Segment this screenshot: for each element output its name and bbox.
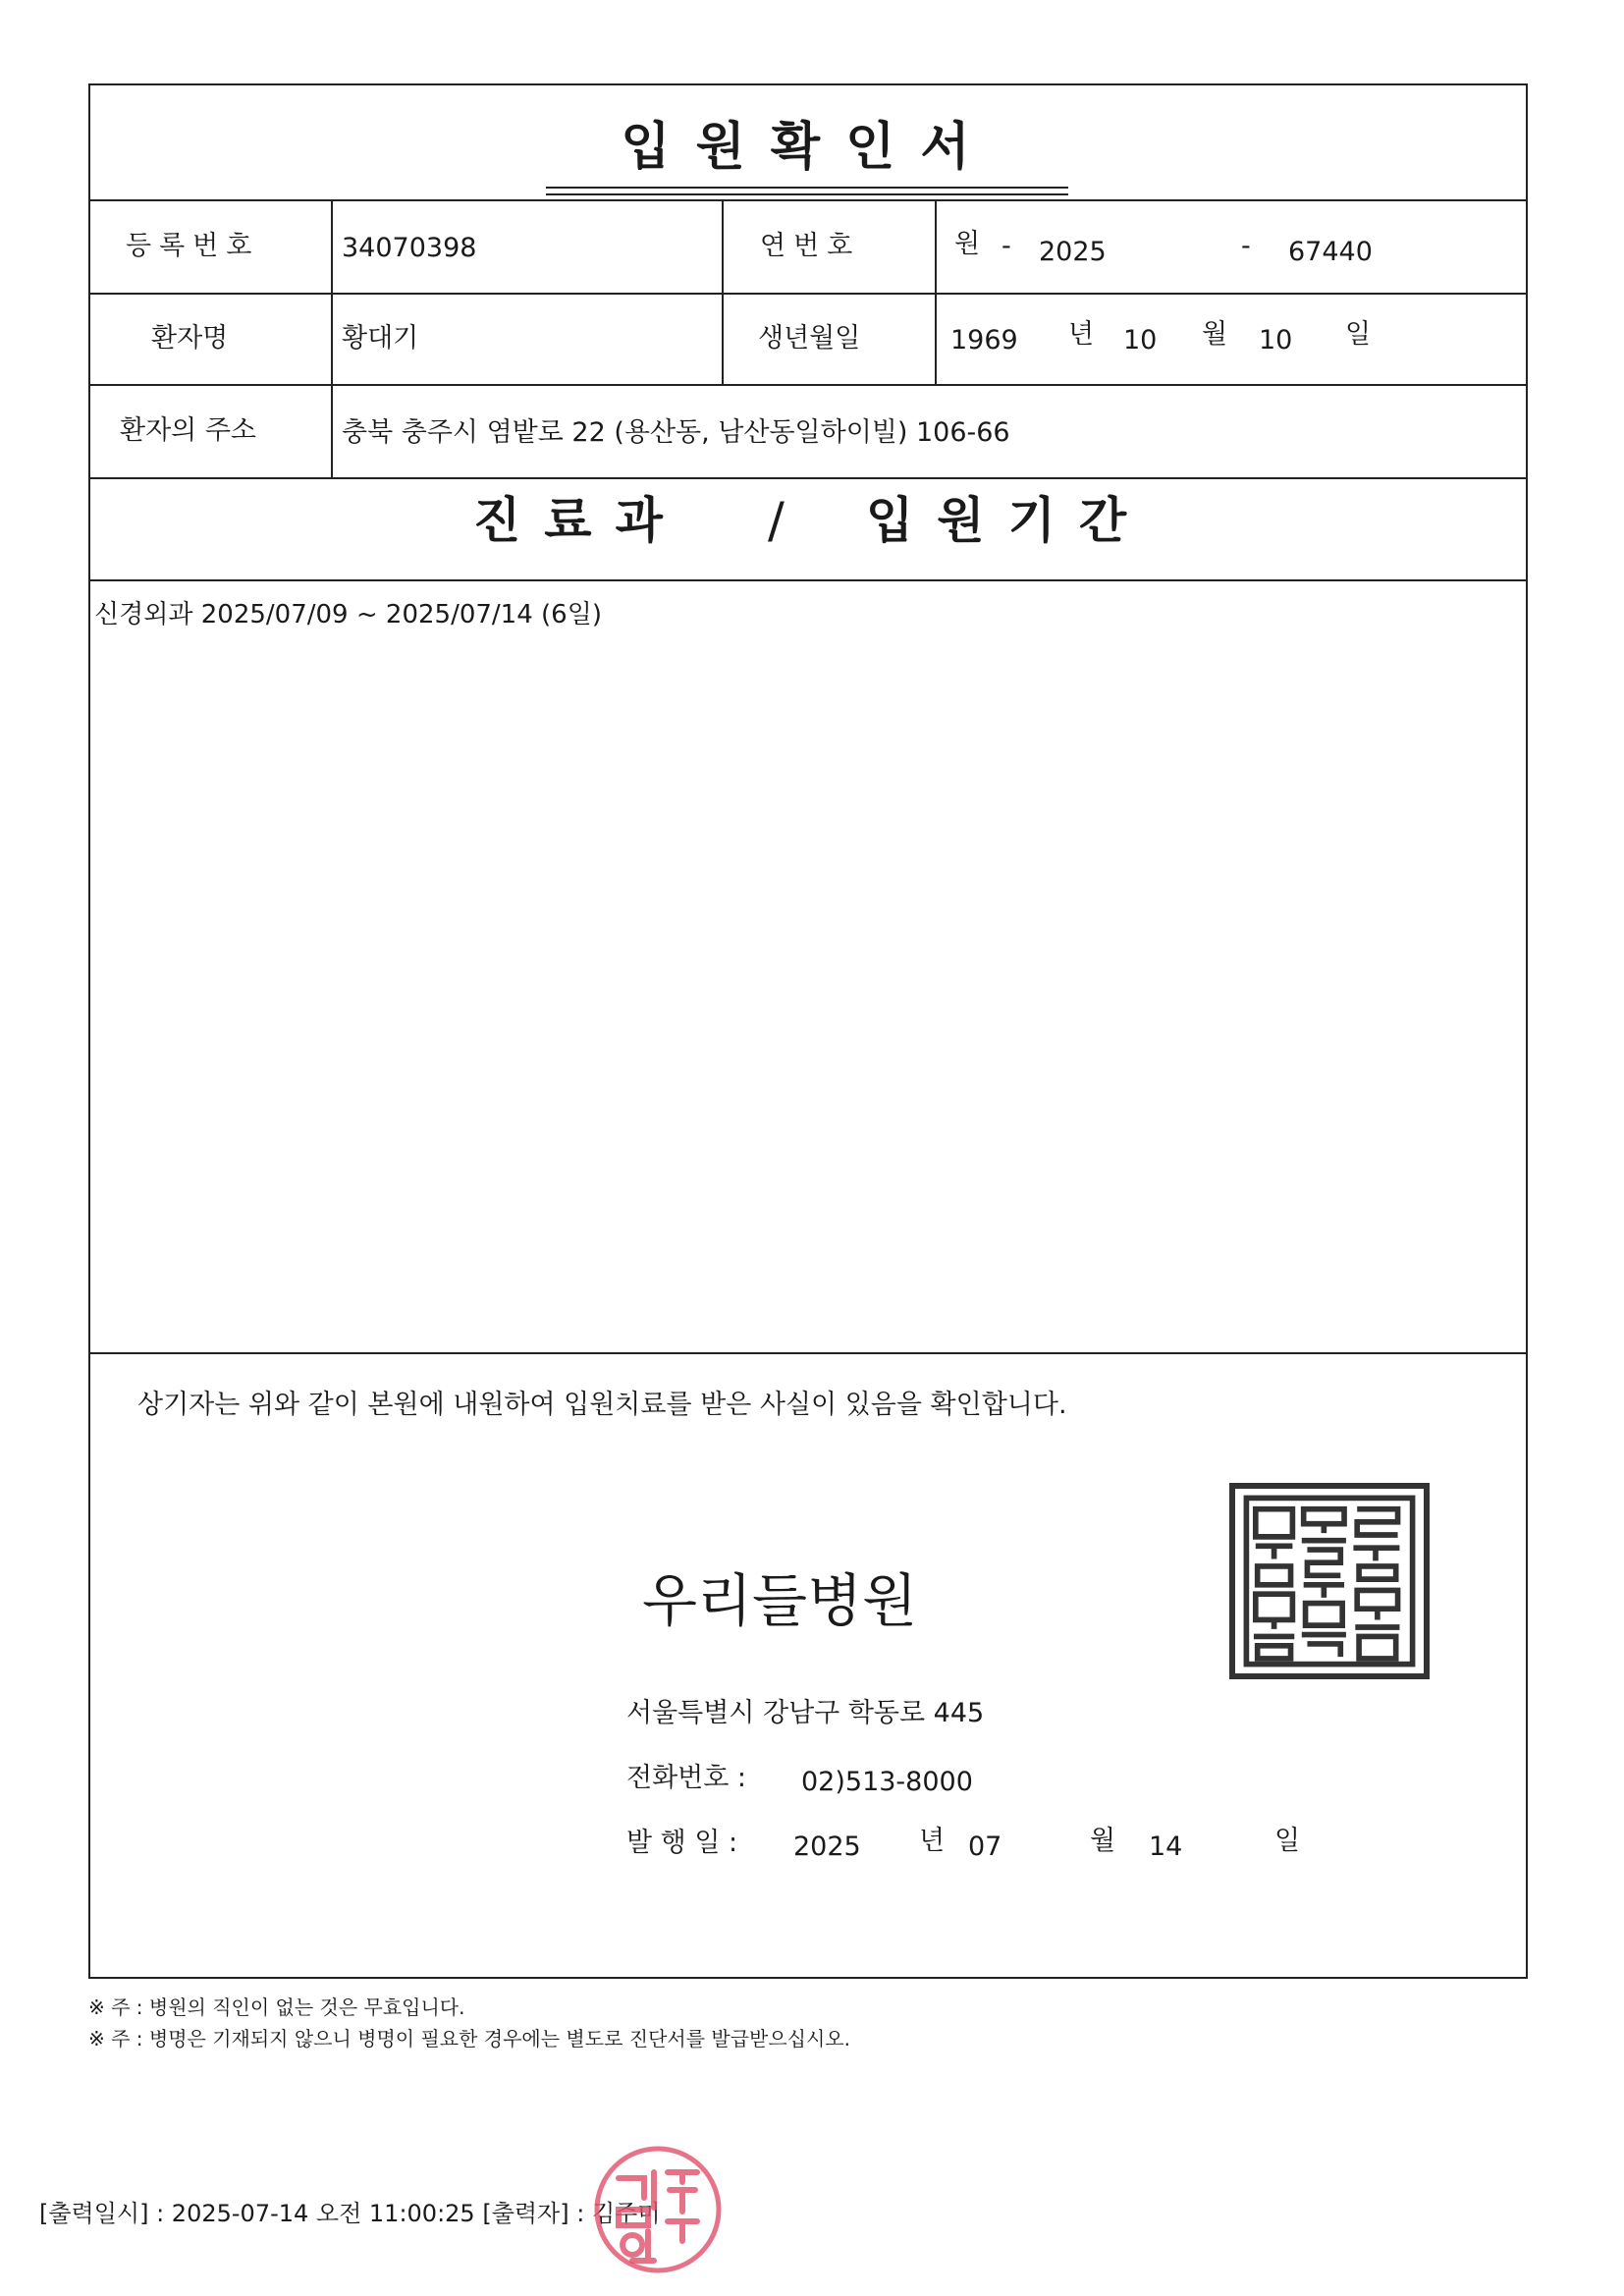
- print-info: [출력일시] : 2025-07-14 오전 11:00:25 [출력자] : 김주미: [39, 2200, 661, 2227]
- note-2: ※ 주 : 병명은 기재되지 않으니 병명이 필요한 경우에는 별도로 진단서를 발급받으십시오.: [88, 2027, 850, 2050]
- phone-value: 02)513-8000: [801, 1767, 973, 1797]
- title-underline: [546, 187, 1068, 195]
- section-header-period: 입원기간: [866, 492, 1151, 549]
- birth-day-unit: 일: [1345, 319, 1372, 350]
- serial-label: 연번호: [760, 231, 861, 261]
- section-header-dept: 진료과: [473, 492, 686, 549]
- admission-record: 신경외과 2025/07/09 ~ 2025/07/14 (6일): [94, 600, 602, 629]
- row-divider: [90, 477, 1526, 479]
- row-divider: [90, 579, 1526, 581]
- address-label: 환자의 주소: [120, 415, 256, 446]
- issue-day: 14: [1149, 1831, 1183, 1862]
- seal-glyphs-icon: [1235, 1489, 1424, 1673]
- issue-year: 2025: [793, 1831, 861, 1862]
- phone-label: 전화번호 :: [626, 1763, 747, 1793]
- birth-label: 생년월일: [758, 323, 861, 354]
- note-1: ※ 주 : 병원의 직인이 없는 것은 무효입니다.: [88, 1995, 465, 2019]
- serial-number: 67440: [1288, 237, 1373, 267]
- serial-dash-2: -: [1241, 231, 1251, 261]
- hospital-name: 우리들병원: [642, 1567, 918, 1634]
- hospital-seal: [1229, 1483, 1430, 1679]
- issue-date-label: 발 행 일 :: [626, 1828, 738, 1858]
- col-divider: [331, 199, 333, 477]
- row-divider: [90, 199, 1526, 201]
- birth-year-unit: 년: [1068, 319, 1095, 350]
- certificate-frame: [88, 83, 1528, 1979]
- issue-month-unit: 월: [1090, 1826, 1116, 1856]
- birth-month: 10: [1123, 325, 1158, 355]
- issue-day-unit: 일: [1274, 1826, 1301, 1856]
- patient-name-value: 황대기: [342, 323, 419, 354]
- col-divider: [722, 199, 724, 384]
- hospital-address: 서울특별시 강남구 학동로 445: [626, 1698, 985, 1728]
- serial-year: 2025: [1039, 237, 1107, 267]
- serial-prefix: 원: [954, 229, 981, 259]
- row-divider: [90, 293, 1526, 295]
- stamp-circle-icon: [589, 2141, 727, 2278]
- serial-dash-1: -: [1001, 231, 1011, 261]
- section-header-slash: /: [768, 492, 785, 549]
- birth-day: 10: [1259, 325, 1293, 355]
- row-divider: [90, 384, 1526, 386]
- col-divider: [935, 199, 937, 384]
- issue-year-unit: 년: [919, 1826, 946, 1856]
- reg-no-value: 34070398: [342, 233, 477, 263]
- personal-stamp: [589, 2141, 727, 2278]
- patient-name-label: 환자명: [151, 323, 229, 354]
- birth-month-unit: 월: [1202, 319, 1228, 350]
- birth-year: 1969: [950, 325, 1018, 355]
- address-value: 충북 충주시 염밭로 22 (용산동, 남산동일하이빌) 106-66: [342, 417, 1010, 448]
- row-divider: [90, 1352, 1526, 1354]
- confirmation-text: 상기자는 위와 같이 본원에 내원하여 입원치료를 받은 사실이 있음을 확인합니다.: [137, 1390, 1067, 1420]
- issue-month: 07: [968, 1831, 1002, 1862]
- section-header: [90, 492, 1526, 565]
- reg-no-label: 등록번호: [126, 231, 260, 261]
- document-title: 입원확인서: [621, 118, 996, 177]
